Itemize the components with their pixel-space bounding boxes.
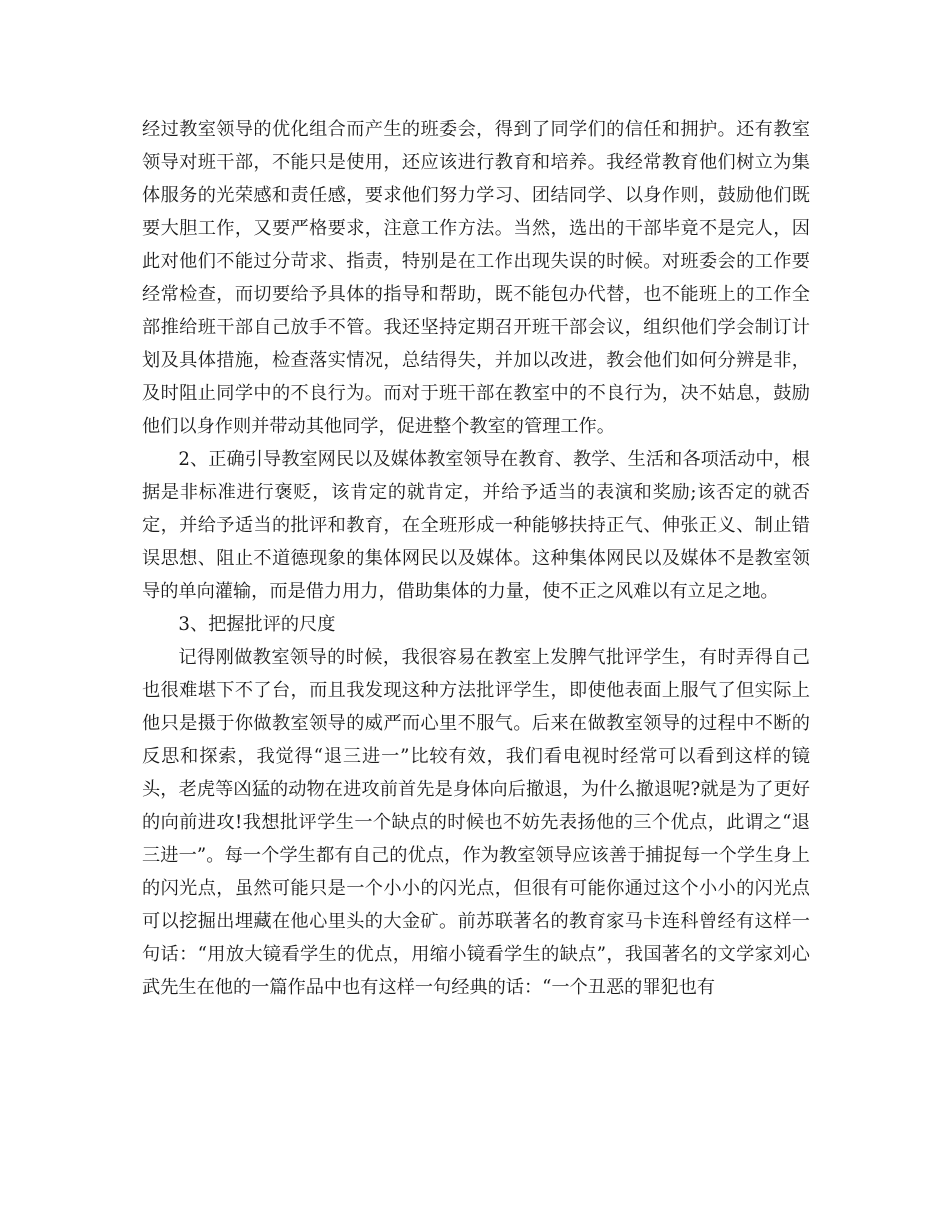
paragraph-guide-opinion: 2、正确引导教室网民以及媒体教室领导在教育、教学、生活和各项活动中，根据是非标准进行褒贬，该肯定的就肯定，并给予适当的表演和奖励;该否定的就否定，并给予适当的批评和教育，在全班形成一种能够扶持正气、伸张正义、制止错误思想、阻止不道德现象的集体网民以及媒体。这种集体网民以及媒体不是教室领导的单向灌输，而是借力用力，借助集体的力量，使不正之风难以有立足之地。 <box>142 449 810 602</box>
section-heading-criticism: 3、把握批评的尺度 <box>178 614 336 635</box>
paragraph-class-committee: 经过教室领导的优化组合而产生的班委会，得到了同学们的信任和拥护。还有教室领导对班干部，不能只是使用，还应该进行教育和培养。我经常教育他们树立为集体服务的光荣感和责任感，要求他们努力学习、团结同学、以身作则，鼓励他们既要大胆工作，又要严格要求，注意工作方法。当然，选出的干部毕竟不是完人，因此对他们不能过分苛求、指责，特别是在工作出现失误的时候。对班委会的工作要经常检查，而切要给予具体的指导和帮助，既不能包办代替，也不能班上的工作全部推给班干部自己放手不管。我还坚持定期召开班干部会议，组织他们学会制订计划及具体措施，检查落实情况，总结得失，并加以改进，教会他们如何分辨是非，及时阻止同学中的不良行为。而对于班干部在教室中的不良行为，决不姑息，鼓励他们以身作则并带动其他同学，促进整个教室的管理工作。 <box>142 119 810 437</box>
paragraph-criticism-experience: 记得刚做教室领导的时候，我很容易在教室上发脾气批评学生，有时弄得自己也很难堪下不了台，而且我发现这种方法批评学生，即使他表面上服气了但实际上他只是摄于你做教室领导的威严而心里不服气。后来在做教室领导的过程中不断的反思和探索，我觉得“退三进一”比较有效，我们看电视时经常可以看到这样的镜头，老虎等凶猛的动物在进攻前首先是身体向后撤退，为什么撤退呢?就是为了更好的向前进攻!我想批评学生一个缺点的时候也不妨先表扬他的三个优点，此谓之“退三进一”。每一个学生都有自己的优点，作为教室领导应该善于捕捉每一个学生身上的闪光点，虽然可能只是一个小小的闪光点，但很有可能你通过这个小小的闪光点可以挖掘出埋藏在他心里头的大金矿。前苏联著名的教育家马卡连科曾经有这样一句话：“用放大镜看学生的优点，用缩小镜看学生的缺点”，我国著名的文学家刘心武先生在他的一篇作品中也有这样一句经典的话：“一个丑恶的罪犯也有 <box>142 647 810 998</box>
body-text <box>142 113 810 1004</box>
